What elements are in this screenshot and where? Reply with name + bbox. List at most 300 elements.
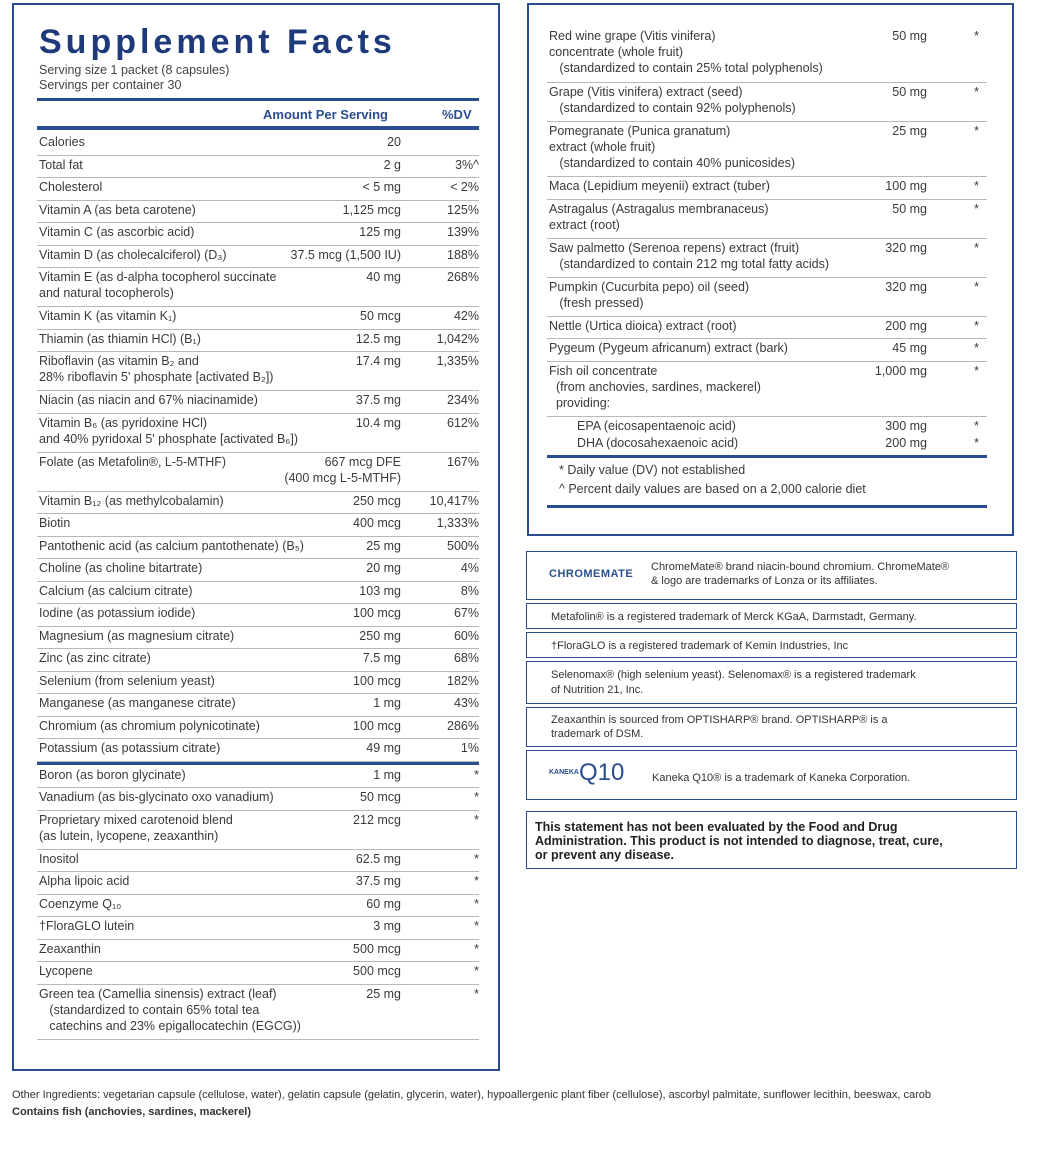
amount-line: 500 mcg (353, 964, 401, 978)
nutrient-dv: * (974, 318, 979, 333)
amount-line: 45 mg (892, 341, 927, 355)
nutrient-row (37, 694, 479, 717)
nutrient-name-line: (as lutein, lycopene, zeaxanthin) (39, 828, 219, 843)
nutrient-dv: * (974, 201, 979, 216)
nutrient-amount (359, 224, 401, 240)
nutrient-name (549, 318, 737, 334)
nutrient-row (37, 133, 479, 156)
nutrient-name (39, 157, 83, 173)
nutrient-name-line: Riboflavin (as vitamin B₂ and (39, 354, 199, 368)
nutrient-amount (353, 515, 401, 531)
nutrient-row (37, 492, 479, 515)
nutrient-dv: * (974, 84, 979, 99)
nutrient-row (37, 627, 479, 650)
nutrient-amount (360, 308, 401, 324)
nutrient-name (39, 986, 301, 1034)
nutrient-name (549, 279, 749, 311)
fda-disclaimer-box (526, 811, 1017, 869)
nutrient-dv: * (474, 986, 479, 1001)
nutrient-dv: 1,335% (436, 354, 479, 368)
nutrient-amount (885, 318, 927, 334)
nutrient-name (39, 202, 196, 218)
nutrient-amount (892, 201, 927, 217)
amount-line: 50 mcg (360, 309, 401, 323)
nutrient-dv: 286% (447, 718, 479, 733)
nutrient-name-line: extract (root) (549, 217, 620, 232)
nutrient-name (39, 493, 224, 509)
nutrient-name (39, 331, 201, 347)
nutrient-amount (892, 123, 927, 139)
other-ingredients: Other Ingredients: vegetarian capsule (cellulose, water), gelatin capsule (gelatin, glycerin, water), hypoallergenic plant fiber (cellulose), ascorbyl palmitate, sunflower lecithin, beeswax, carob (12, 1089, 931, 1101)
nutrient-dv: * (474, 790, 479, 804)
amount-line: 1 mg (373, 696, 401, 710)
nutrient-name (39, 718, 260, 734)
amount-line: 125 mg (359, 225, 401, 239)
nutrient-name (39, 179, 102, 195)
nutrient-name (549, 84, 796, 116)
amount-line: 100 mcg (353, 718, 401, 733)
component-amount: 200 mg (885, 436, 927, 450)
nutrient-dv: 125% (447, 202, 479, 217)
footnote-bottom-divider (547, 505, 987, 508)
amount-line: 320 mg (885, 240, 927, 255)
selenomax-text-1: Selenomax® (high selenium yeast). Selenomax® is a registered trademark (551, 669, 916, 681)
nutrient-amount (356, 873, 401, 889)
nutrient-name-line: Magnesium (as magnesium citrate) (39, 628, 235, 643)
nutrient-dv: 182% (447, 673, 479, 688)
nutrient-amount (366, 269, 401, 285)
nutrient-amount (363, 650, 401, 666)
amount-line: 20 mg (366, 561, 401, 575)
nutrient-name-line: and 40% pyridoxal 5' phosphate [activated B₆]) (39, 431, 298, 446)
amount-line: 250 mcg (353, 493, 401, 508)
nutrient-dv: 60% (453, 628, 479, 643)
nutrient-name-line: Zeaxanthin (39, 941, 101, 956)
nutrient-amount (291, 247, 401, 263)
nutrient-dv: * (474, 964, 479, 978)
nutrient-name-line: Zinc (as zinc citrate) (39, 651, 151, 665)
nutrient-dv: 139% (447, 225, 479, 239)
nutrient-name-line: Niacin (as niacin and 67% niacinamide) (39, 393, 258, 407)
nutrient-name (549, 240, 829, 272)
nutrient-row (37, 766, 479, 789)
chromemate-logo: CHROMEMATE (549, 568, 634, 580)
nutrient-dv: 8% (460, 583, 479, 598)
nutrient-name-line: Vitamin B₁₂ (as methylcobalamin) (39, 493, 224, 508)
nutrient-name (39, 392, 258, 408)
nutrient-name (549, 340, 788, 356)
amount-line: 25 mg (892, 123, 927, 138)
nutrient-dv: * (474, 767, 479, 782)
kaneka-text: Kaneka Q10® is a trademark of Kaneka Corporation. (652, 772, 911, 784)
nutrient-dv: 68% (453, 651, 479, 665)
disclaimer-line-3: or prevent any disease. (535, 848, 674, 862)
nutrient-amount (356, 415, 401, 431)
kaneka-logo-text: KANEKA (549, 769, 579, 776)
fish-oil-component-row (547, 417, 987, 434)
nutrient-name (39, 673, 215, 689)
component-name: EPA (eicosapentaenoic acid) (577, 419, 736, 433)
nutrient-name-line: extract (whole fruit) (549, 139, 656, 154)
nutrient-amount (384, 157, 401, 173)
amount-line: 62.5 mg (355, 851, 401, 866)
nutrient-row (37, 985, 479, 1041)
amount-line: 212 mcg (353, 812, 401, 827)
nutrient-name-line: concentrate (whole fruit) (549, 45, 684, 59)
nutrient-name (39, 812, 233, 844)
nutrient-dv: * (474, 874, 479, 888)
nutrient-name-line: (from anchovies, sardines, mackerel) (549, 379, 761, 394)
nutrient-name-line: Inositol (39, 851, 79, 866)
panel-title: Supplement Facts (39, 23, 396, 61)
nutrient-dv: * (974, 279, 979, 294)
amount-line: 40 mg (366, 270, 401, 284)
nutrient-name-line: Coenzyme Q₁₀ (39, 896, 122, 911)
amount-line: 37.5 mg (355, 874, 401, 888)
amount-line: 1 mg (373, 767, 401, 782)
amount-line: 7.5 mg (362, 651, 401, 665)
amount-line: < 5 mg (362, 180, 401, 194)
nutrient-name (39, 515, 70, 531)
nutrient-name-line: (standardized to contain 92% polyphenols) (549, 100, 796, 115)
nutrient-row (37, 962, 479, 985)
nutrient-row (547, 239, 987, 278)
nutrient-row (37, 307, 479, 330)
nutrient-row (37, 917, 479, 940)
nutrient-row (37, 811, 479, 850)
nutrient-name-line: (standardized to contain 25% total polyphenols) (549, 61, 823, 75)
nutrient-name (39, 896, 121, 912)
amount-line: 667 mcg DFE (324, 454, 401, 469)
nutrient-amount (387, 134, 401, 150)
amount-line: 400 mcg (353, 516, 401, 530)
nutrient-dv: 268% (447, 270, 479, 284)
nutrient-row (37, 872, 479, 895)
nutrient-row (37, 268, 479, 307)
nutrient-row (37, 391, 479, 414)
nutrient-name (39, 873, 129, 889)
nutrient-name (39, 941, 101, 957)
amount-line: 50 mg (892, 29, 927, 43)
nutrient-name (39, 851, 79, 867)
nutrient-name (39, 269, 276, 301)
nutrient-name-line: Choline (as choline bitartrate) (39, 561, 203, 575)
nutrient-amount (353, 963, 401, 979)
nutrient-name-line: Boron (as boron glycinate) (39, 767, 186, 782)
nutrient-name-line: Vitamin B₆ (as pyridoxine HCl) (39, 415, 208, 430)
amount-line: 25 mg (366, 538, 401, 553)
amount-line: 37.5 mg (355, 393, 401, 407)
nutrient-name-line: Maca (Lepidium meyenii) extract (tuber) (549, 179, 770, 193)
amount-line: 60 mg (366, 896, 401, 911)
nutrient-name (39, 560, 202, 576)
nutrient-row (37, 178, 479, 201)
nutrient-name (39, 918, 134, 934)
amount-line: 17.4 mg (355, 354, 401, 368)
q10-logo: Q10 (579, 759, 625, 786)
nutrient-row (547, 200, 987, 239)
nutrient-amount (875, 363, 927, 379)
nutrient-dv: 10,417% (429, 493, 479, 508)
amount-line: 10.4 mg (355, 415, 401, 430)
amount-line: 250 mg (359, 628, 401, 643)
nutrient-row (37, 717, 479, 740)
amount-line: 100 mcg (353, 606, 401, 620)
nutrient-dv: * (974, 123, 979, 138)
disclaimer-line-2: Administration. This product is not intended to diagnose, treat, cure, (535, 834, 943, 848)
component-amount: 300 mg (885, 419, 927, 433)
nutrient-row (37, 537, 479, 560)
nutrient-amount (356, 392, 401, 408)
nutrient-row (37, 352, 479, 391)
nutrient-dv: * (974, 240, 979, 255)
nutrient-name-line: (standardized to contain 40% punicosides) (549, 155, 795, 170)
amount-line: 3 mg (373, 919, 401, 933)
nutrient-name-line: Selenium (from selenium yeast) (39, 673, 215, 688)
header-bar (37, 98, 479, 101)
nutrient-dv: 1,333% (436, 516, 479, 530)
nutrient-dv: < 2% (450, 180, 479, 194)
nutrient-amount (892, 28, 927, 44)
nutrient-name-line: (fresh pressed) (549, 295, 644, 310)
amount-line: 50 mg (892, 201, 927, 216)
nutrient-dv: * (974, 363, 979, 378)
nutrient-name-line: Vitamin D (as cholecalciferol) (D₃) (39, 247, 227, 262)
nutrient-row (547, 27, 987, 83)
nutrient-name (39, 308, 176, 324)
nutrient-row (37, 604, 479, 627)
amount-line: 49 mg (366, 741, 401, 755)
nutrient-amount (366, 986, 401, 1002)
nutrient-dv: 612% (447, 415, 479, 430)
nutrient-name-line: Calcium (as calcium citrate) (39, 583, 193, 598)
amount-line: 200 mg (885, 318, 927, 333)
nutrient-row (37, 582, 479, 605)
chromemate-trademark-box (526, 551, 1017, 600)
amount-line: 12.5 mg (355, 331, 401, 346)
nutrient-name (39, 628, 234, 644)
nutrient-name-line: Vitamin K (as vitamin K₁) (39, 309, 177, 323)
amount-line: (400 mcg L-5-MTHF) (284, 470, 401, 485)
nutrient-name-line: Thiamin (as thiamin HCl) (B₁) (39, 331, 201, 346)
nutrient-name (39, 650, 151, 666)
nutrient-dv: 3%^ (455, 157, 479, 172)
nutrient-amount (284, 454, 401, 486)
nutrient-name (39, 583, 193, 599)
disclaimer-line-1: This statement has not been evaluated by the Food and Drug (535, 820, 898, 834)
nutrient-name (39, 605, 195, 621)
amount-line: 50 mcg (360, 790, 401, 804)
nutrient-amount (362, 179, 401, 195)
nutrient-row (37, 672, 479, 695)
nutrient-dv: * (474, 812, 479, 827)
nutrient-amount (366, 740, 401, 756)
nutrient-row (37, 246, 479, 269)
nutrient-amount (885, 240, 927, 256)
nutrient-name (39, 454, 226, 470)
nutrient-amount (885, 279, 927, 295)
nutrient-name-line: Astragalus (Astragalus membranaceus) (549, 201, 769, 216)
nutrient-amount (343, 202, 401, 218)
nutrient-row (37, 649, 479, 672)
nutrient-name-line: Vitamin E (as d-alpha tocopherol succinate (39, 270, 277, 284)
nutrient-name (39, 789, 274, 805)
servings-per-container: Servings per container 30 (39, 78, 182, 92)
nutrient-amount (359, 583, 401, 599)
nutrient-amount (356, 331, 401, 347)
nutrient-row (37, 895, 479, 918)
nutrient-name-line: Green tea (Camellia sinensis) extract (leaf) (39, 986, 277, 1001)
nutrient-dv: * (474, 896, 479, 911)
nutrient-name-line: Grape (Vitis vinifera) extract (seed) (549, 84, 743, 99)
selenomax-trademark-box (526, 661, 1017, 704)
nutrient-dv: 1,042% (436, 331, 479, 346)
nutrient-dv: 500% (447, 538, 479, 553)
footnote-percent: ^ Percent daily values are based on a 2,000 calorie diet (559, 482, 866, 496)
nutrient-name-line: and natural tocopherols) (39, 286, 174, 300)
nutrient-row (37, 330, 479, 353)
nutrient-row (37, 940, 479, 963)
nutrient-name-line: Chromium (as chromium polynicotinate) (39, 718, 260, 733)
nutrient-name (39, 538, 304, 554)
amount-line: 500 mcg (353, 941, 401, 956)
zeaxanthin-text-2: trademark of DSM. (551, 728, 644, 740)
nutrient-dv: * (974, 341, 979, 355)
nutrient-dv: 42% (453, 309, 479, 323)
nutrient-name (39, 353, 273, 385)
chromemate-text-1: ChromeMate® brand niacin-bound chromium. ChromeMate® (651, 561, 950, 573)
nutrient-amount (356, 353, 401, 369)
nutrient-name-line: Fish oil concentrate (549, 363, 658, 378)
amount-line: 100 mg (885, 179, 927, 193)
nutrient-name-line: (standardized to contain 65% total tea (39, 1002, 260, 1017)
nutrient-name-line: Pumpkin (Cucurbita pepo) oil (seed) (549, 279, 750, 294)
nutrient-name (39, 247, 227, 263)
nutrient-row (37, 223, 479, 246)
nutrient-amount (359, 628, 401, 644)
nutrient-name-line: Total fat (39, 157, 83, 172)
floraglo-trademark-box (526, 632, 1017, 658)
nutrient-amount (356, 851, 401, 867)
amount-line: 1,125 mcg (342, 202, 401, 217)
nutrient-name-line: Vitamin C (as ascorbic acid) (39, 225, 195, 239)
nutrient-row (37, 559, 479, 582)
amount-line: 20 (387, 135, 401, 149)
nutrient-row (37, 453, 479, 492)
nutrient-row (547, 339, 987, 362)
nutrient-amount (366, 538, 401, 554)
nutrient-row (547, 83, 987, 122)
nutrient-amount (353, 673, 401, 689)
fish-oil-component-row (547, 434, 987, 451)
nutrient-amount (373, 767, 401, 783)
chromemate-text-2: & logo are trademarks of Lonza or its affiliates. (651, 575, 878, 587)
nutrient-name (39, 963, 93, 979)
nutrient-name-line: Lycopene (39, 964, 93, 978)
amount-line: 25 mg (366, 986, 401, 1001)
nutrient-name (549, 28, 823, 76)
nutrient-amount (885, 178, 927, 194)
nutrient-name-line: †FloraGLO lutein (39, 919, 135, 933)
nutrient-name-line: Saw palmetto (Serenoa repens) extract (fruit) (549, 240, 800, 255)
nutrient-name-line: (standardized to contain 212 mg total fatty acids) (549, 256, 830, 271)
nutrient-name-line: Proprietary mixed carotenoid blend (39, 812, 233, 827)
nutrient-name (549, 201, 769, 233)
supplement-facts-panel (12, 3, 500, 1071)
nutrient-row (547, 278, 987, 317)
nutrient-dv: * (474, 851, 479, 866)
footnote-dv: * Daily value (DV) not established (559, 463, 746, 477)
amount-line: 2 g (383, 157, 401, 172)
nutrient-name-line: Vitamin A (as beta carotene) (39, 202, 196, 217)
amount-line: 103 mg (359, 583, 401, 598)
nutrient-name (549, 178, 770, 194)
nutrient-amount (353, 605, 401, 621)
nutrient-dv: 167% (447, 454, 479, 469)
nutrient-amount (373, 695, 401, 711)
nutrient-name-line: Nettle (Urtica dioica) extract (root) (549, 318, 737, 333)
nutrient-name (39, 695, 236, 711)
nutrient-dv: 43% (453, 696, 479, 710)
nutrient-name (39, 224, 194, 240)
supplement-facts-continued-panel (527, 3, 1014, 536)
nutrient-name (39, 415, 298, 447)
nutrient-name-line: Alpha lipoic acid (39, 874, 130, 888)
nutrient-name (549, 363, 761, 411)
nutrient-name (39, 767, 186, 783)
nutrient-amount (353, 812, 401, 828)
nutrient-name-line: catechins and 23% epigallocatechin (EGCG)) (39, 1018, 301, 1033)
nutrient-amount (353, 941, 401, 957)
nutrient-name-line: Calories (39, 135, 85, 149)
nutrient-dv: 1% (460, 741, 479, 755)
nutrient-dv: 4% (460, 561, 479, 575)
component-dv: * (974, 419, 979, 433)
nutrient-name-line: Folate (as Metafolin®, L-5-MTHF) (39, 454, 227, 469)
nutrient-row (37, 788, 479, 811)
nutrient-amount (353, 493, 401, 509)
nutrient-name-line: Pomegranate (Punica granatum) (549, 123, 731, 138)
floraglo-text: †FloraGLO is a registered trademark of Kemin Industries, Inc (551, 640, 849, 652)
nutrient-row (547, 177, 987, 200)
nutrient-row (37, 739, 479, 762)
component-name: DHA (docosahexaenoic acid) (577, 436, 739, 450)
nutrient-dv: * (474, 919, 479, 933)
nutrient-row (547, 362, 987, 418)
nutrient-amount (366, 560, 401, 576)
section-divider (37, 762, 479, 765)
nutrient-name (39, 740, 220, 756)
nutrient-dv: 67% (453, 606, 479, 620)
zeaxanthin-trademark-box (526, 707, 1017, 747)
amount-line: 37.5 mcg (1,500 IU) (290, 247, 401, 262)
nutrient-row (547, 317, 987, 340)
amount-header: Amount Per Serving (263, 107, 388, 122)
amount-line: 100 mcg (353, 673, 401, 688)
dv-header: %DV (442, 107, 472, 122)
nutrient-amount (892, 84, 927, 100)
component-dv: * (974, 436, 979, 450)
nutrient-row (547, 122, 987, 178)
nutrient-row (37, 514, 479, 537)
nutrient-name (39, 134, 85, 150)
nutrient-name-line: Red wine grape (Vitis vinifera) (549, 29, 716, 43)
nutrient-dv: 234% (447, 393, 479, 407)
nutrient-dv: * (974, 179, 979, 193)
nutrient-amount (892, 340, 927, 356)
nutrient-row (37, 850, 479, 873)
nutrient-name-line: Manganese (as manganese citrate) (39, 696, 236, 710)
